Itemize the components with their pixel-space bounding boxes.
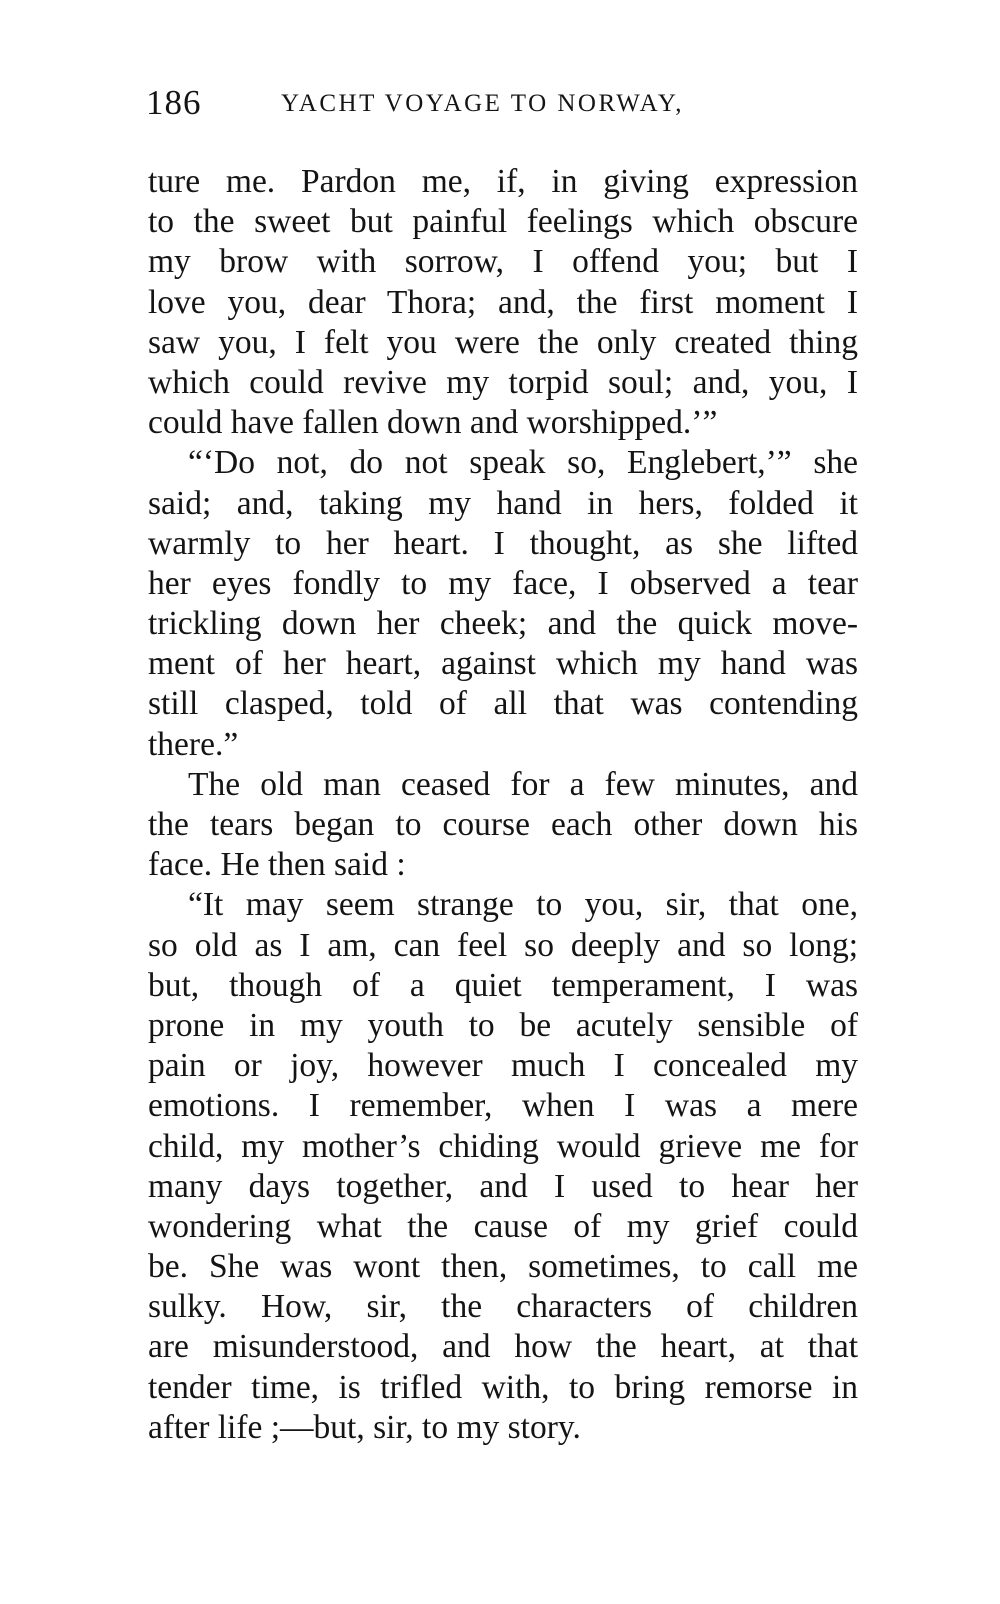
body-text bbox=[148, 162, 858, 1448]
text-line: pain or joy, however much I concealed my bbox=[148, 1047, 858, 1085]
text-line: ture me. Pardon me, if, in giving expression bbox=[148, 163, 858, 200]
text-line: to the sweet but painful feelings which obscure bbox=[148, 203, 858, 241]
text-line: still clasped, told of all that was contending bbox=[148, 685, 858, 723]
text-line: but, though of a quiet temperament, I was bbox=[148, 966, 858, 1004]
text-line: saw you, I felt you were the only created thing bbox=[148, 323, 858, 361]
text-line: could have fallen down and worshipped.’” bbox=[148, 404, 718, 442]
text-line: prone in my youth to be acutely sensible of bbox=[148, 1006, 858, 1044]
text-line: my brow with sorrow, I offend you; but I bbox=[148, 243, 858, 281]
running-head bbox=[146, 78, 726, 128]
text-line: her eyes fondly to my face, I observed a tear bbox=[148, 564, 858, 602]
text-line: so old as I am, can feel so deeply and so long; bbox=[148, 926, 858, 964]
text-line: are misunderstood, and how the heart, at that bbox=[148, 1328, 858, 1366]
text-line: child, my mother’s chiding would grieve me for bbox=[148, 1127, 858, 1165]
text-line: emotions. I remember, when I was a mere bbox=[148, 1087, 858, 1125]
text-line: warmly to her heart. I thought, as she lifted bbox=[148, 524, 858, 562]
text-line: the tears began to course each other down his bbox=[148, 806, 858, 843]
text-line: face. He then said : bbox=[148, 846, 406, 884]
page-number: 186 bbox=[146, 83, 202, 122]
paragraph-first-line: “‘Do not, do not speak so, Englebert,’” she bbox=[188, 444, 858, 482]
text-line: wondering what the cause of my grief could bbox=[148, 1207, 858, 1245]
text-line: which could revive my torpid soul; and, you, I bbox=[148, 363, 858, 401]
text-line: be. She was wont then, sometimes, to call me bbox=[148, 1248, 858, 1286]
text-line: there.” bbox=[148, 725, 239, 763]
text-line: after life ;—but, sir, to my story. bbox=[148, 1408, 581, 1446]
text-line: sulky. How, sir, the characters of children bbox=[148, 1288, 858, 1326]
text-line: trickling down her cheek; and the quick move- bbox=[148, 605, 858, 643]
paragraph-first-line: “It may seem strange to you, sir, that one, bbox=[188, 886, 858, 924]
text-line: said; and, taking my hand in hers, folded it bbox=[148, 484, 858, 522]
text-line: ment of her heart, against which my hand was bbox=[148, 645, 858, 683]
text-line: love you, dear Thora; and, the first moment I bbox=[148, 283, 858, 321]
running-head-title: YACHT VOYAGE TO NORWAY, bbox=[281, 90, 684, 117]
paragraph-first-line: The old man ceased for a few minutes, and bbox=[188, 765, 858, 803]
text-line: tender time, is trifled with, to bring remorse in bbox=[148, 1368, 858, 1406]
text-line: many days together, and I used to hear her bbox=[148, 1167, 858, 1205]
